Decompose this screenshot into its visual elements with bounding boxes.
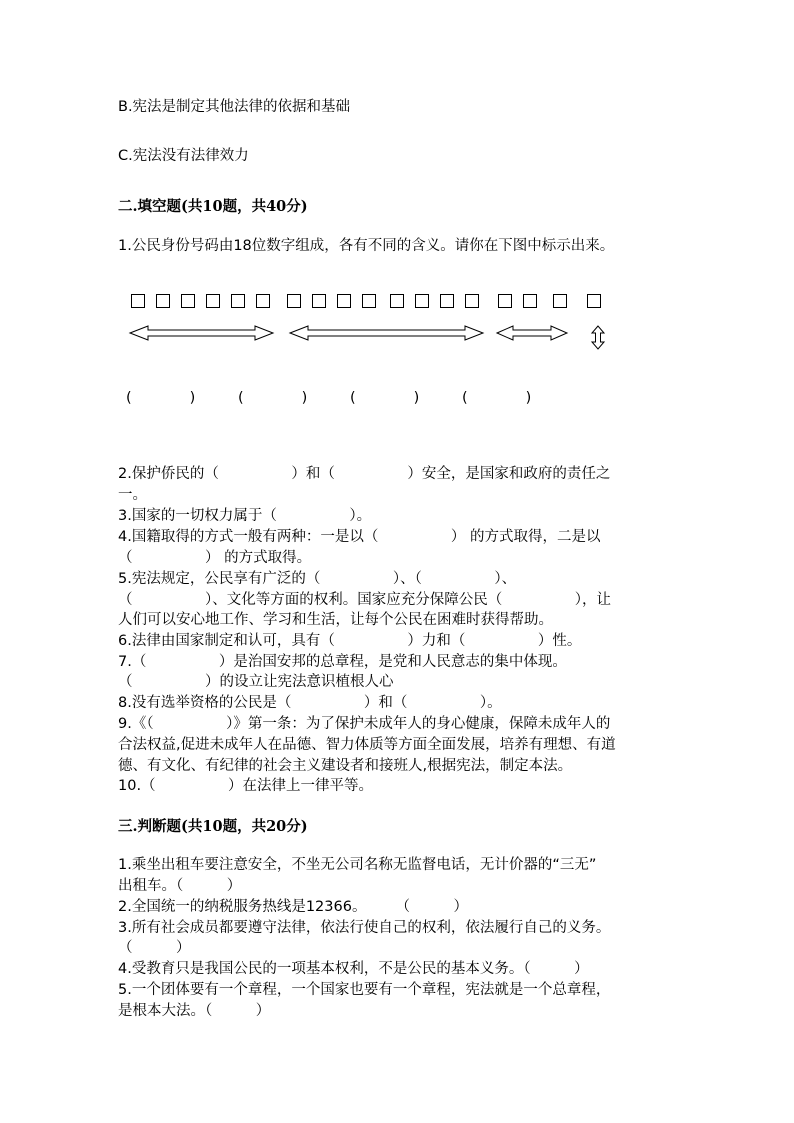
- answer-paren: ( ): [238, 390, 308, 406]
- digit-box: [498, 294, 512, 308]
- answer-paren: ( ): [462, 390, 532, 406]
- digit-box: [231, 294, 245, 308]
- fill-line: 德、有文化、有纪律的社会主义建设者和接班人,根据宪法，制定本法。: [118, 758, 573, 774]
- judge-line: 5.一个团体要有一个章程，一个国家也要有一个章程，宪法就是一个总章程，: [118, 982, 611, 998]
- digit-box: [553, 294, 567, 308]
- judge-line: 4.受教育只是我国公民的一项基本权利，不是公民的基本义务。（ ）: [118, 961, 589, 977]
- digit-box: [156, 294, 170, 308]
- judge-line: 3.所有社会成员都要遵守法律，依法行使自己的权利，依法履行自己的义务。: [118, 920, 611, 936]
- segment-arrows: [0, 320, 794, 352]
- judge-line: 是根本大法。（ ）: [118, 1003, 271, 1019]
- digit-box: [415, 294, 429, 308]
- digit-box: [256, 294, 270, 308]
- digit-box: [131, 294, 145, 308]
- fill-line: 6.法律由国家制定和认可，具有（ ）力和（ ）性。: [118, 633, 582, 649]
- digit-box: [523, 294, 537, 308]
- option-c: C.宪法没有法律效力: [118, 148, 249, 164]
- fill-line: 10.（ ）在法律上一律平等。: [118, 778, 374, 794]
- option-b: B.宪法是制定其他法律的依据和基础: [118, 99, 351, 115]
- question-1: 1.公民身份号码由18位数字组成，各有不同的含义。请你在下图中标示出来。: [118, 238, 615, 254]
- fill-line: 人们可以安心地工作、学习和生活，让每个公民在困难时获得帮助。: [118, 612, 553, 628]
- fill-line: （ ） 的方式取得。: [118, 550, 312, 566]
- judge-line: 1.乘坐出租车要注意安全，不坐无公司名称无监督电话，无计价器的“三无”: [118, 857, 597, 873]
- digit-box: [181, 294, 195, 308]
- digit-box: [465, 294, 479, 308]
- fill-line: 7.（ ）是治国安邦的总章程，是党和人民意志的集中体现。: [118, 654, 567, 670]
- digit-box: [390, 294, 404, 308]
- judge-line: 出租车。（ ）: [118, 878, 242, 894]
- fill-line: 4.国籍取得的方式一般有两种：一是以（ ） 的方式取得，二是以: [118, 529, 601, 545]
- digit-box: [312, 294, 326, 308]
- fill-line: 5.宪法规定，公民享有广泛的（ ）、（ ）、: [118, 571, 517, 587]
- fill-line: 合法权益,促进未成年人在品德、智力体质等方面全面发展，培养有理想、有道: [118, 737, 616, 753]
- digit-box: [362, 294, 376, 308]
- fill-line: 3.国家的一切权力属于（ ）。: [118, 508, 372, 524]
- answer-paren: ( ): [350, 390, 420, 406]
- double-arrow-icon: [497, 326, 567, 340]
- judge-line: （ ）: [118, 940, 191, 956]
- fill-line: （ ）、文化等方面的权利。国家应充分保障公民（ ），让: [118, 592, 611, 608]
- digit-box: [440, 294, 454, 308]
- section-3-title: 三.判断题(共10题，共20分): [118, 818, 308, 835]
- fill-line: 9.《（ ）》第一条：为了保护未成年人的身心健康，保障未成年人的: [118, 716, 611, 732]
- judge-line: 2.全国统一的纳税服务热线是12366。 （ ）: [118, 899, 468, 915]
- fill-line: 一。: [118, 487, 147, 503]
- fill-line: 8.没有选举资格的公民是（ ）和（ ）。: [118, 695, 502, 711]
- id-number-boxes: [0, 294, 794, 314]
- fill-line: （ ）的设立让宪法意识植根人心: [118, 674, 394, 690]
- vertical-double-arrow-icon: [592, 326, 604, 349]
- digit-box: [206, 294, 220, 308]
- answer-paren: ( ): [126, 390, 196, 406]
- double-arrow-icon: [290, 326, 483, 340]
- digit-box: [587, 294, 601, 308]
- digit-box: [337, 294, 351, 308]
- fill-line: 2.保护侨民的（ ）和（ ）安全，是国家和政府的责任之: [118, 466, 611, 482]
- digit-box: [287, 294, 301, 308]
- section-2-title: 二.填空题(共10题，共40分): [118, 198, 308, 215]
- double-arrow-icon: [130, 326, 273, 340]
